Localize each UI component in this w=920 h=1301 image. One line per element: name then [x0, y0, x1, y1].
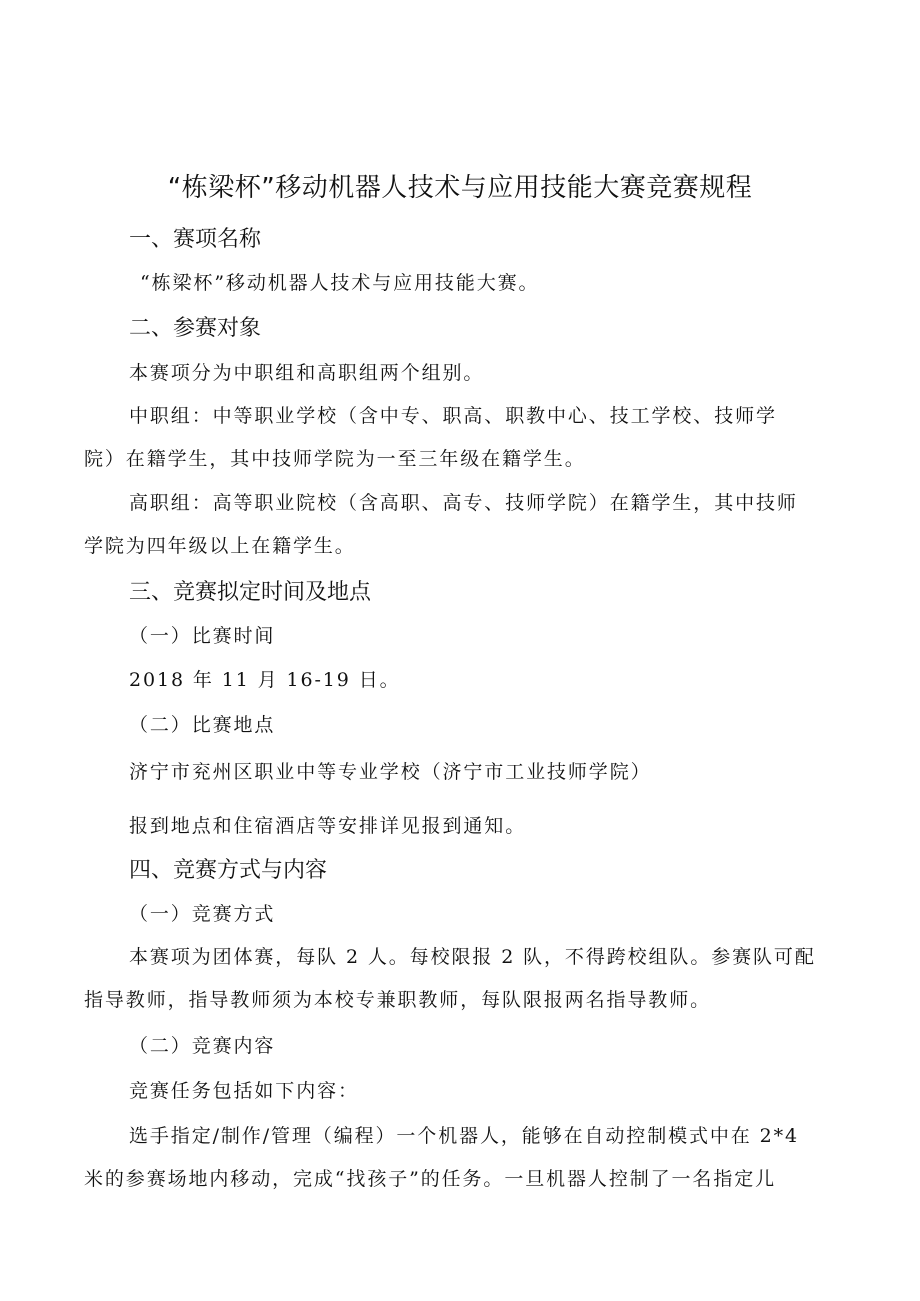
section-heading-3: 三、竞赛拟定时间及地点: [129, 580, 372, 605]
section-2-paragraph-3-line-2: 学院为四年级以上在籍学生。: [84, 535, 356, 557]
section-4-paragraph-3-line-2: 米的参赛场地内移动，完成“找孩子”的任务。一旦机器人控制了一名指定儿: [84, 1168, 777, 1190]
section-2-paragraph-1: 本赛项分为中职组和高职组两个组别。: [129, 362, 485, 384]
section-heading-1: 一、赛项名称: [129, 227, 262, 252]
section-heading-4: 四、竞赛方式与内容: [129, 858, 328, 883]
document-title: “栋梁杯”移动机器人技术与应用技能大赛竞赛规程: [167, 173, 753, 203]
section-2-paragraph-2-line-2: 院）在籍学生，其中技师学院为一至三年级在籍学生。: [84, 448, 586, 470]
section-heading-2: 二、参赛对象: [129, 316, 262, 341]
section-4-subheading-format: （一）竞赛方式: [129, 903, 276, 925]
section-1-paragraph: “栋梁杯”移动机器人技术与应用技能大赛。: [140, 272, 540, 294]
registration-note: 报到地点和住宿酒店等安排详见报到通知。: [129, 815, 527, 837]
section-4-paragraph-1-line-2: 指导教师，指导教师须为本校专兼职教师，每队限报两名指导教师。: [84, 989, 712, 1011]
section-2-paragraph-2-line-1: 中职组：中等职业学校（含中专、职高、职教中心、技工学校、技师学: [129, 405, 777, 427]
section-4-paragraph-3-line-1: 选手指定/制作/管理（编程）一个机器人，能够在自动控制模式中在 2*4: [129, 1125, 800, 1147]
section-3-subheading-location: （二）比赛地点: [129, 714, 276, 736]
section-2-paragraph-3-line-1: 高职组：高等职业院校（含高职、高专、技师学院）在籍学生，其中技师: [129, 492, 798, 514]
section-4-subheading-content: （二）竞赛内容: [129, 1035, 276, 1057]
section-4-paragraph-2: 竞赛任务包括如下内容：: [129, 1080, 359, 1102]
competition-date: 2018 年 11 月 16-19 日。: [129, 669, 401, 691]
section-3-subheading-time: （一）比赛时间: [129, 625, 276, 647]
section-4-paragraph-1-line-1: 本赛项为团体赛，每队 2 人。每校限报 2 队，不得跨校组队。参赛队可配: [129, 946, 816, 968]
competition-location: 济宁市兖州区职业中等专业学校（济宁市工业技师学院）: [129, 761, 652, 783]
